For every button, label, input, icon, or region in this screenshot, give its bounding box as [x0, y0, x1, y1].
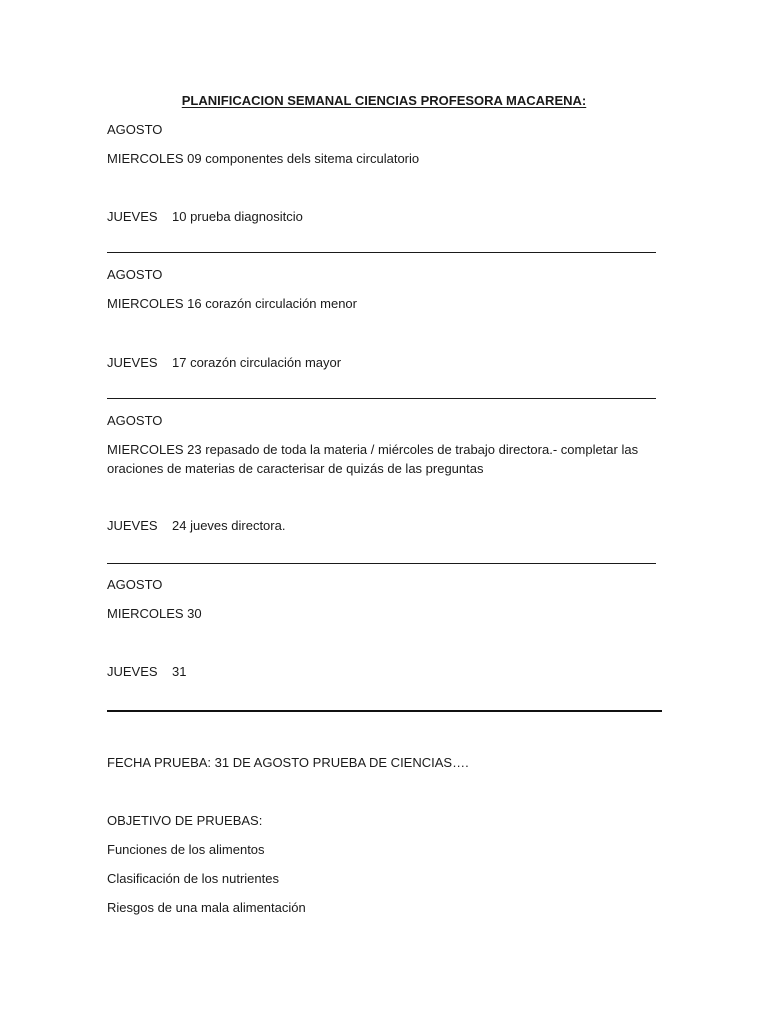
month-label: AGOSTO: [107, 267, 163, 282]
separator-line: [107, 398, 656, 399]
thursday-entry: 24 jueves directora.: [172, 518, 286, 533]
wednesday-entry: MIERCOLES 16 corazón circulación menor: [107, 296, 357, 311]
thursday-label: JUEVES: [107, 355, 158, 370]
separator-line: [107, 252, 656, 253]
wednesday-entry: MIERCOLES 30: [107, 606, 202, 621]
month-label: AGOSTO: [107, 122, 163, 137]
page-title: PLANIFICACION SEMANAL CIENCIAS PROFESORA MACARENA:: [181, 93, 587, 108]
objectives-heading: OBJETIVO DE PRUEBAS:: [107, 813, 263, 828]
thursday-label: JUEVES: [107, 518, 158, 533]
wednesday-entry: MIERCOLES 09 componentes dels sitema circulatorio: [107, 151, 420, 166]
objective-item: Funciones de los alimentos: [107, 842, 265, 857]
month-label: AGOSTO: [107, 413, 163, 428]
wednesday-entry-line1: MIERCOLES 23 repasado de toda la materia / miércoles de trabajo directora.- completar las: [107, 442, 639, 457]
thursday-entry: 17 corazón circulación mayor: [172, 355, 342, 370]
wednesday-entry-line2: oraciones de materias de caracterisar de quizás de las preguntas: [107, 461, 484, 476]
objective-item: Clasificación de los nutrientes: [107, 871, 279, 886]
separator-line: [107, 563, 656, 564]
thursday-label: JUEVES: [107, 664, 158, 679]
month-label: AGOSTO: [107, 577, 163, 592]
thursday-entry: 10 prueba diagnositcio: [172, 209, 303, 224]
objective-item: Riesgos de una mala alimentación: [107, 900, 306, 915]
test-date: FECHA PRUEBA: 31 DE AGOSTO PRUEBA DE CIENCIAS….: [107, 755, 469, 770]
section-divider: [107, 710, 662, 712]
thursday-label: JUEVES: [107, 209, 158, 224]
thursday-entry: 31: [172, 664, 187, 679]
